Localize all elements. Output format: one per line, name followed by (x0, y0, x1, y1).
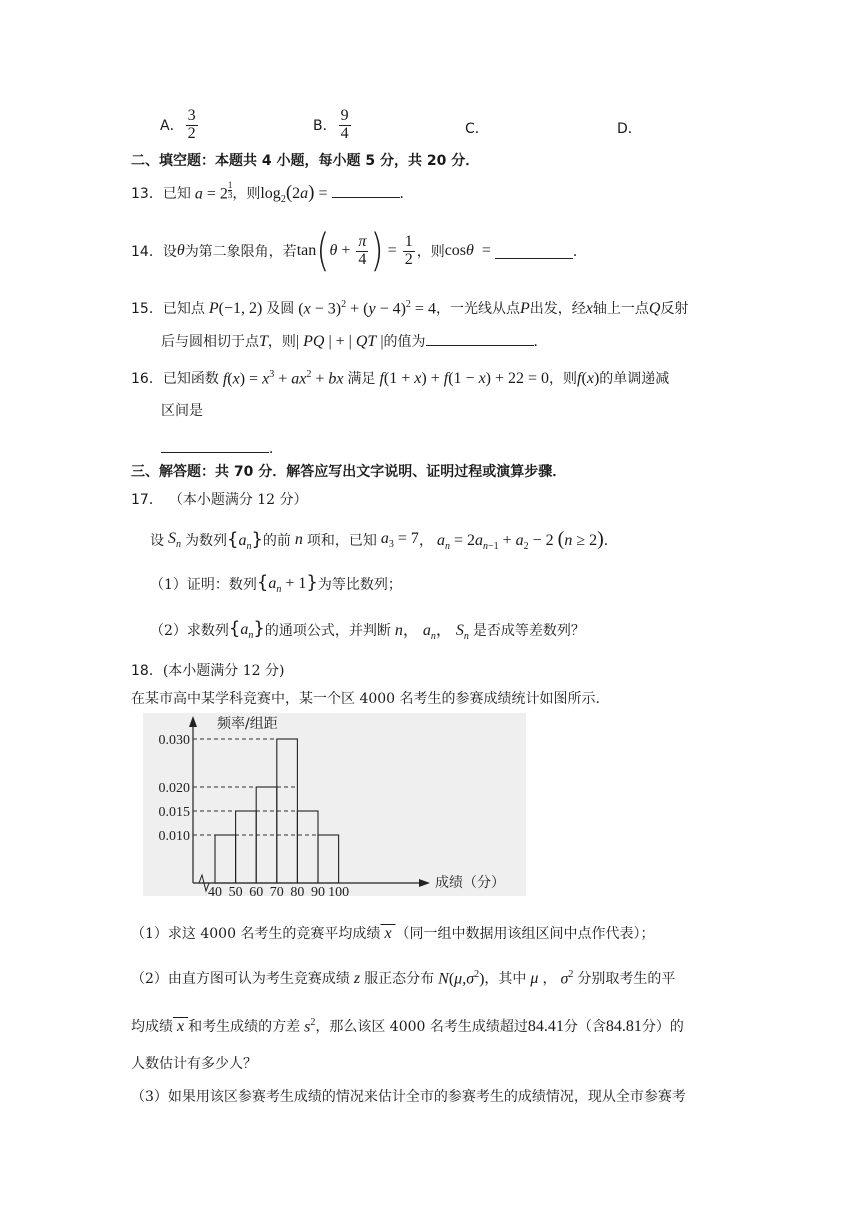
q18-sigma-sq: $\sigma^2$ (560, 968, 574, 987)
x-axis-label: 成绩（分） (435, 875, 505, 891)
q15-var-t: T (259, 333, 268, 350)
histogram-axes (189, 716, 430, 891)
q14-cos: cosθ = (444, 242, 491, 259)
q16-answer-row (161, 438, 283, 458)
choice-b-denominator: 4 (340, 124, 349, 142)
y-axis-label: 频率/组距 (217, 716, 278, 732)
x-tick-label: 60 (249, 885, 264, 896)
q17-p2-b: 的通项公式，并判断 (264, 622, 391, 639)
q17-seq-an: $\{a_n\}$ (227, 528, 263, 552)
section2-heading: 二、填空题：本题共 4 小题，每小题 5 分，共 20 分． (131, 153, 480, 169)
q16-text-b: 满足 (347, 371, 376, 387)
choice-b-fraction (339, 108, 351, 143)
q16-line2: 区间是 (161, 403, 203, 419)
q17-var-n: n (294, 531, 303, 549)
q18-value-2: 84.81 (605, 1018, 642, 1035)
q18-stem: 在某市高中某学科竞赛中，某一个区 4000 名考生的参赛成绩统计如图所示. (131, 691, 600, 707)
q15-var-q: Q (648, 300, 661, 317)
q14-answer-blank[interactable] (495, 244, 573, 259)
q18-xbar-2: x (177, 1018, 185, 1035)
q17-stem-b: 为数列 (185, 533, 227, 550)
q18-p2-c: ，其中 (484, 971, 527, 987)
q15-line2-b: ，则 (267, 334, 296, 350)
q13-formula-log: $\log_2(2a)$ = (260, 182, 328, 206)
q17-stem-d: 项和，已知 (306, 533, 377, 550)
q15-text-b: 及圆 (266, 301, 295, 317)
q18-p2-line2g: 分）的 (641, 1019, 684, 1035)
q15-text-e: 轴上一点 (592, 301, 649, 317)
q17-header (131, 489, 308, 509)
q18-p2-e: 分别取考生的平 (577, 971, 676, 987)
q15-distance-expression: | PQ | + | QT | (295, 333, 384, 350)
q18-xbar: x (384, 925, 392, 942)
q18-number: 18． (131, 663, 163, 679)
histogram-bars (215, 739, 339, 883)
x-tick-label: 70 (269, 885, 284, 896)
q16-condition: f(1 + x) + f(1 − x) + 22 = 0 (379, 370, 550, 387)
q17-p2-terms: n， $a_n$， $S_n$ (394, 622, 469, 643)
q17-number: 17． (131, 492, 163, 508)
q18-p1-end: （同一组中数据用该组区间中点作代表）； (395, 926, 655, 942)
q18-score: (本小题满分 12 分) (162, 663, 285, 679)
question-15-line1 (131, 298, 688, 318)
q18-part2-line3: 人数估计有多少人？ (131, 1056, 257, 1072)
q17-a3: $a_3 = 7$ (380, 530, 419, 551)
choice-a-fraction (186, 108, 198, 143)
q14-text1: 设 (162, 244, 177, 260)
q17-stem-c: 的前 (262, 533, 291, 550)
x-tick-label: 100 (328, 885, 350, 896)
q18-value-1: 84.41 (527, 1018, 564, 1035)
y-tick-label: 0.010 (158, 829, 190, 844)
q15-var-x: x (585, 300, 593, 317)
choice-d: D． (617, 121, 642, 137)
q16-answer-blank[interactable] (161, 438, 269, 453)
x-tick-label: 90 (311, 885, 325, 896)
q14-theta: θ (176, 242, 185, 259)
q15-text-c: ，一光线从点 (435, 301, 520, 317)
x-tick-label: 80 (290, 885, 305, 896)
q18-s-squared: $s^2$ (304, 1016, 316, 1035)
section3-heading: 三、解答题：共 70 分．解答应写出文字说明、证明过程或演算步骤． (131, 464, 567, 480)
question-15-line2 (161, 331, 548, 351)
q17-stem (150, 528, 618, 552)
q18-part2-line1 (131, 968, 675, 988)
q18-header (131, 660, 284, 680)
q14-end: ． (572, 244, 587, 260)
histogram-svg (143, 713, 526, 896)
q16-text-a: 已知函数 (162, 371, 219, 387)
question-16-line1 (131, 368, 669, 388)
q17-p1-label: （1）证明：数列 (150, 576, 257, 593)
q15-point-p: P(−1, 2) (208, 300, 267, 317)
q18-part2-line2 (131, 1016, 684, 1036)
q15-end: ． (533, 334, 548, 350)
q15-var-p: P (519, 300, 530, 317)
q17-var-sn: $S_n$ (168, 530, 181, 551)
q13-text1: 已知 (162, 186, 191, 202)
q15-text-a: 已知点 (162, 301, 205, 317)
question-14 (131, 226, 587, 276)
q15-line2-c: 的值为 (383, 334, 426, 350)
y-axis-arrow (189, 716, 197, 727)
q18-p1-text: （1）求这 4000 名考生的竞赛平均成绩 (131, 926, 381, 942)
q17-stem-end: ． (603, 533, 618, 550)
q16-text-c: ，则 (549, 371, 578, 387)
q17-p2-label: （2）求数列 (150, 622, 229, 639)
q18-p2-line2b: 和考生成绩的方差 (188, 1019, 301, 1035)
q15-number: 15． (131, 301, 163, 317)
histogram-figure (143, 713, 526, 896)
q18-part1 (131, 923, 655, 943)
histogram-bar (236, 811, 257, 883)
histogram-bar (318, 835, 339, 883)
q18-mu: μ (530, 970, 539, 987)
choice-a-label: A． (160, 118, 184, 134)
q13-end: ． (399, 186, 414, 202)
q18-normal-dist: $N(\mu,\sigma^2)$ (438, 968, 485, 987)
q14-number: 14． (131, 244, 163, 260)
histogram-bar (297, 811, 318, 883)
q14-tan-expression: tan ( θ + $\frac{\pi}{4}$ ) = $\frac{1}{2}$ (296, 225, 413, 277)
q18-p2-a: （2）由直方图可认为考生竞赛成绩 (131, 971, 350, 987)
q16-text-d: 的单调递减 (599, 371, 670, 387)
q17-seq-an-plus-1: $\{a_n + 1\}$ (256, 572, 318, 596)
choice-c: C． (465, 121, 489, 137)
q18-p2-line2e: 分（含 (563, 1019, 606, 1035)
q18-var-z: z (353, 970, 361, 987)
q13-answer-blank[interactable] (332, 183, 400, 198)
histogram-bar (215, 835, 236, 883)
q15-answer-blank[interactable] (426, 331, 534, 346)
q17-stem-a: 设 (150, 533, 164, 550)
q15-circle-equation: $(x - 3)^2 + (y - 4)^2 = 4$ (294, 298, 436, 317)
q17-score: （本小题满分 12 分） (168, 492, 308, 508)
q17-part2 (150, 617, 585, 642)
q16-fx: f(x) (577, 370, 600, 387)
q16-end: ． (269, 441, 283, 457)
q14-text3: ，则 (416, 244, 445, 260)
q17-p1-end: 为等比数列； (317, 576, 402, 593)
q13-number: 13． (131, 186, 163, 202)
choice-a (160, 104, 200, 146)
q15-line2-a: 后与圆相切于点 (161, 334, 259, 350)
q17-p2-seq: $\{a_n\}$ (228, 618, 265, 642)
q14-text2: 为第二象限角，若 (184, 244, 297, 260)
q18-p2-line2a: 均成绩 (131, 1019, 173, 1035)
q16-function-def: $f(x) = x^3 + ax^2$ + bx (222, 368, 344, 387)
q18-p2-d: ， (542, 971, 557, 987)
q17-recurrence: $a_n = 2a_{n-1} + a_2 - 2$ (n ≥ 2) (436, 528, 604, 553)
q18-part3: （3）如果用该区参赛考生成绩的情况来估计全市的参赛考生的成绩情况，现从全市参赛考 (131, 1089, 686, 1105)
question-13 (131, 179, 414, 206)
q17-stem-e: ， (418, 533, 433, 550)
choice-b (313, 104, 353, 146)
q15-text-f: 反射 (660, 301, 689, 317)
q18-p2-b: 服正态分布 (364, 971, 435, 987)
choice-a-numerator: 3 (187, 106, 196, 124)
q17-p2-end: 是否成等差数列？ (472, 622, 585, 639)
choice-b-numerator: 9 (340, 106, 349, 124)
q18-p2-line2c: ，那么该区 4000 名考生成绩超过 (315, 1019, 528, 1035)
q13-formula-a: a = 2 $^{\frac{1}{3}}$ (194, 179, 233, 202)
y-tick-label: 0.015 (158, 805, 190, 820)
y-tick-label: 0.030 (158, 733, 190, 748)
x-axis-arrow (419, 879, 430, 887)
q17-part1 (150, 572, 402, 595)
q15-text-d: 出发，经 (529, 301, 586, 317)
q13-text2: ，则 (232, 186, 261, 202)
choice-a-denominator: 2 (187, 124, 196, 142)
y-tick-label: 0.020 (158, 781, 190, 796)
x-tick-label: 40 (208, 885, 222, 896)
x-tick-label: 50 (228, 885, 243, 896)
choice-b-label: B． (313, 118, 337, 134)
q16-number: 16． (131, 371, 163, 387)
histogram-labels (159, 733, 350, 896)
